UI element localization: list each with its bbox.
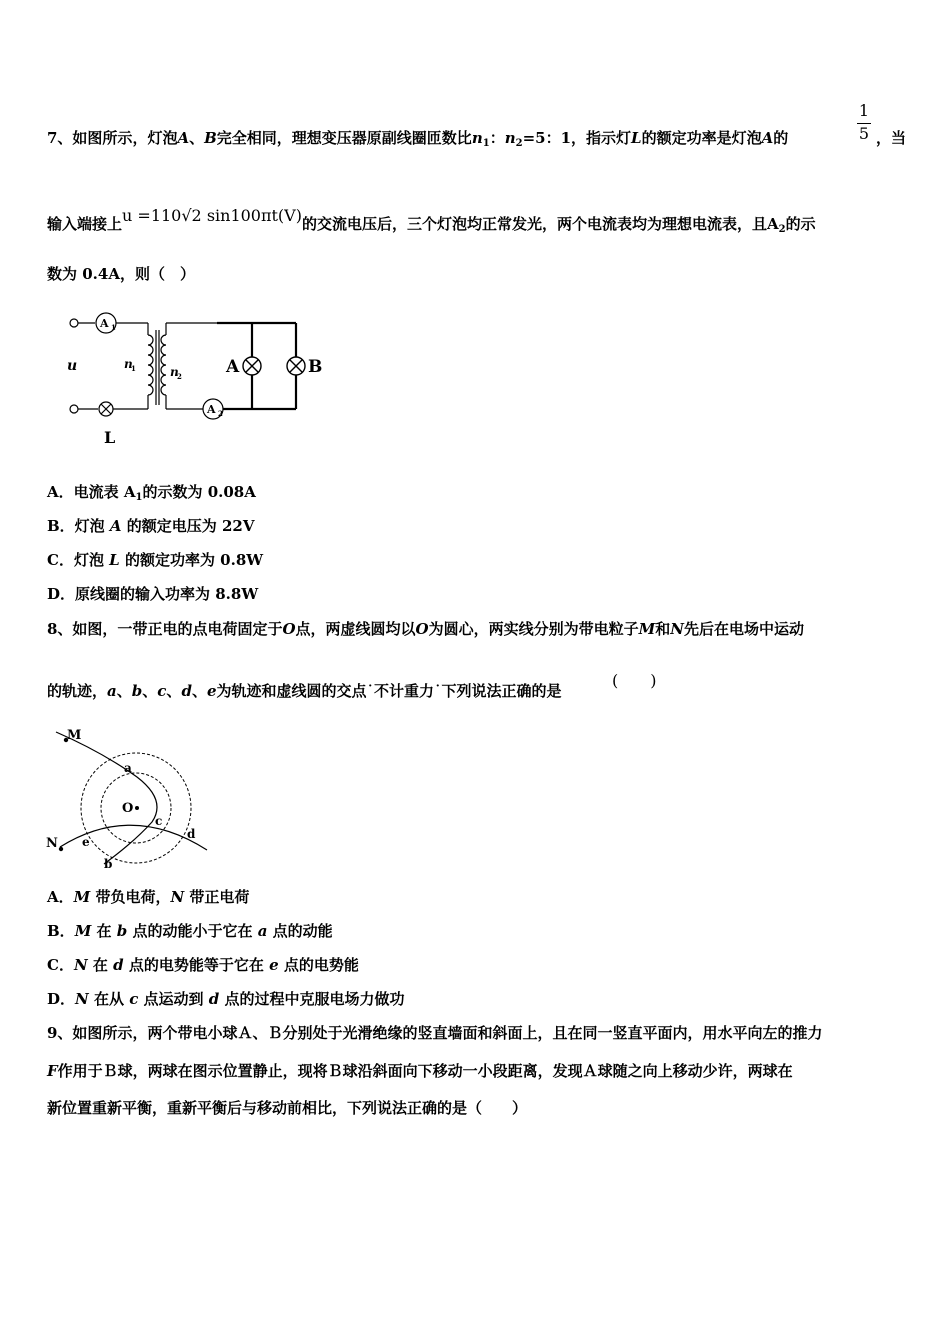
q7-line-3: 数为 0.4A，则（ ） — [47, 265, 195, 283]
svg-text:2: 2 — [177, 372, 182, 381]
label-n: N — [46, 836, 58, 851]
fraction-bar — [857, 123, 871, 124]
q7-option-c: C．灯泡 L 的额定功率为 0.8W — [47, 551, 264, 569]
q8-line-1: 8、如图，一带正电的点电荷固定于O点，两虚线圆均以O为圆心，两实线分别为带电粒子M和N先后在电场中运动 — [47, 620, 804, 638]
q9-line-1: 9、如图所示，两个带电小球Ａ、Ｂ分别处于光滑绝缘的竖直墙面和斜面上，且在同一竖直平面内，用水平向左的推力 — [47, 1024, 823, 1042]
fraction-one-fifth — [857, 101, 871, 143]
label-n1: n — [124, 357, 133, 371]
q7-option-a: A．电流表 $A_1$的示数为 0.08A — [47, 483, 256, 503]
q7-line-1-end: ，当 — [876, 129, 907, 147]
q8-option-d: D．N 在从 c 点运动到 d 点的过程中克服电场力做功 — [47, 990, 405, 1008]
q7-option-b: B．灯泡 A 的额定电压为 22V — [47, 517, 255, 535]
label-a: a — [124, 761, 132, 775]
label-b: b — [104, 857, 113, 871]
label-d: d — [187, 827, 196, 841]
transformer-circuit-figure — [60, 310, 350, 450]
svg-text:1: 1 — [131, 364, 136, 373]
var-L: L — [631, 129, 642, 147]
label-e: e — [82, 835, 90, 849]
var-B: B — [204, 129, 217, 147]
electric-field-trajectory-figure — [42, 722, 212, 872]
var-n2: n — [504, 129, 516, 147]
label-o: O — [122, 801, 134, 816]
label-lamp-a: A — [226, 357, 240, 377]
q8-option-a: A．M 带负电荷，N 带正电荷 — [47, 888, 250, 906]
label-a1: A — [100, 317, 109, 330]
label-m: M — [67, 728, 82, 743]
q8-line-2: 的轨迹，a、b、c、d、e为轨迹和虚线圆的交点˙不计重力˙下列说法正确的是 — [47, 682, 562, 700]
secondary-coil — [161, 335, 166, 395]
var-A: A — [177, 129, 190, 147]
primary-coil — [148, 335, 153, 395]
fraction-numerator: 1 — [858, 101, 870, 120]
q7-option-d: D．原线圈的输入功率为 8.8W — [47, 585, 259, 603]
label-a2: A — [207, 403, 216, 416]
label-n2: n — [170, 365, 179, 379]
label-u: u — [67, 358, 78, 374]
input-terminal-bottom — [70, 405, 78, 413]
q8-option-b: B．M 在 b 点的动能小于它在 a 点的动能 — [47, 922, 333, 940]
label-c: c — [155, 814, 163, 828]
svg-text:1: 1 — [111, 323, 116, 332]
q9-line-2: F作用于Ｂ球，两球在图示位置静止，现将Ｂ球沿斜面向下移动一小段距离，发现Ａ球随之向上移动少许，两球在 — [47, 1062, 793, 1080]
q8-answer-paren: ( ) — [612, 671, 657, 690]
q9-line-3: 新位置重新平衡，重新平衡后与移动前相比，下列说法正确的是（ ） — [47, 1099, 528, 1117]
input-terminal-top — [70, 319, 78, 327]
label-l: L — [104, 428, 116, 447]
q7-line-2: 输入端接上u =110√2 sin100πt(V)的交流电压后，三个灯泡均正常发光，两个电流表均为理想电流表，且$A_2$的示 — [47, 206, 816, 235]
fraction-denominator: 5 — [858, 124, 870, 143]
var-n1: n — [471, 129, 483, 147]
svg-text:2: 2 — [218, 409, 223, 418]
q7-line-1: 7、如图所示，灯泡A、B完全相同，理想变压器原副线圈匝数比$n_1$：$n_2=5$：1，指示灯L的额定功率是灯泡A的 — [47, 129, 789, 149]
trajectory-m — [56, 732, 157, 864]
q8-option-c: C．N 在 d 点的电势能等于它在 e 点的电势能 — [47, 956, 359, 974]
label-lamp-b: B — [308, 357, 323, 377]
voltage-formula: u =110√2 sin100πt(V) — [122, 206, 302, 225]
